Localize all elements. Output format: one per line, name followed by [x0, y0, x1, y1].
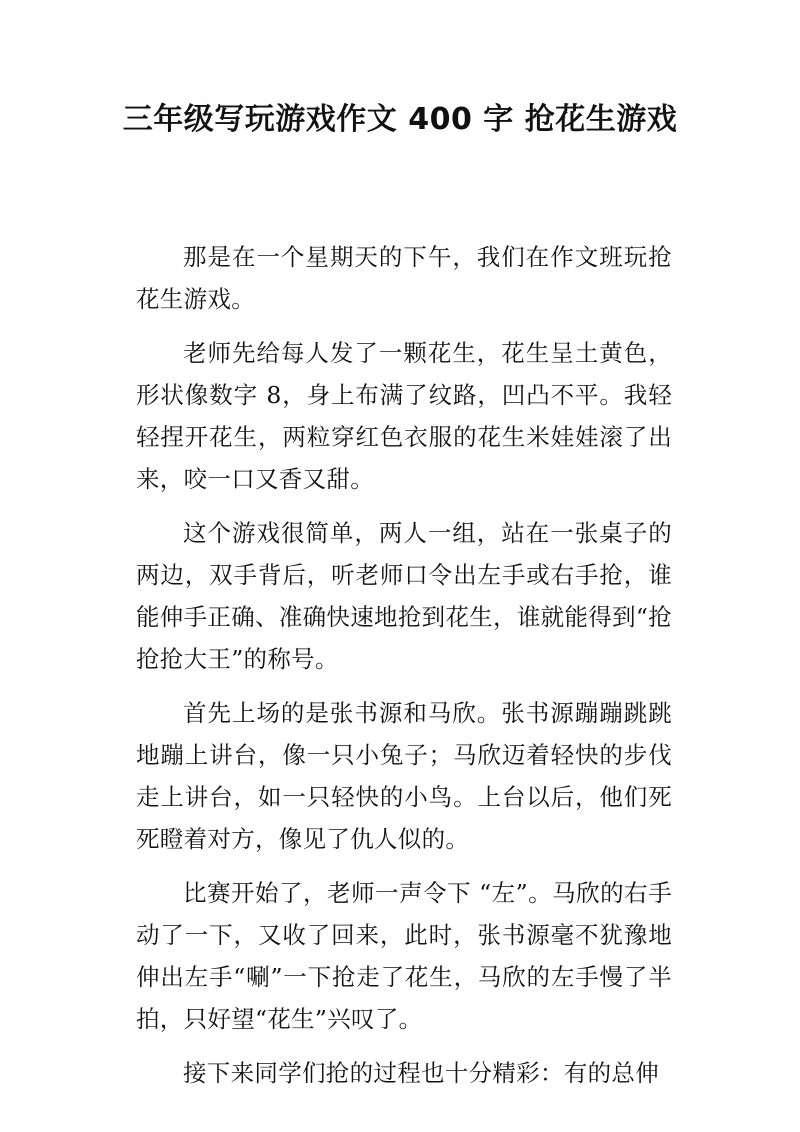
paragraph: 老师先给每人发了一颗花生，花生呈土黄色，形状像数字 8，身上布满了纹路，凹凸不平。我轻轻捏开花生，两粒穿红色衣服的花生米娃娃滚了出来，咬一口又香又甜。 — [136, 339, 672, 493]
document-body — [136, 236, 672, 1106]
document-title: 三年级写玩游戏作文 400 字 抢花生游戏 — [122, 102, 678, 137]
paragraph: 首先上场的是张书源和马欣。张书源蹦蹦跳跳地蹦上讲台，像一只小兔子；马欣迈着轻快的步伐走上讲台，如一只轻快的小鸟。上台以后，他们死死瞪着对方，像见了仇人似的。 — [136, 699, 672, 853]
paragraph: 那是在一个星期天的下午，我们在作文班玩抢花生游戏。 — [136, 243, 672, 313]
paragraph: 这个游戏很简单，两人一组，站在一张桌子的两边，双手背后，听老师口令出左手或右手抢，谁能伸手正确、准确快速地抢到花生，谁就能得到“抢抢抢大王”的称号。 — [136, 519, 672, 673]
paragraph: 接下来同学们抢的过程也十分精彩：有的总伸 — [183, 1059, 659, 1087]
paragraph: 比赛开始了，老师一声令下 “左”。马欣的右手动了一下，又收了回来，此时，张书源毫不犹豫地伸出左手“唰”一下抢走了花生，马欣的左手慢了半拍，只好望“花生”兴叹了。 — [136, 879, 672, 1033]
